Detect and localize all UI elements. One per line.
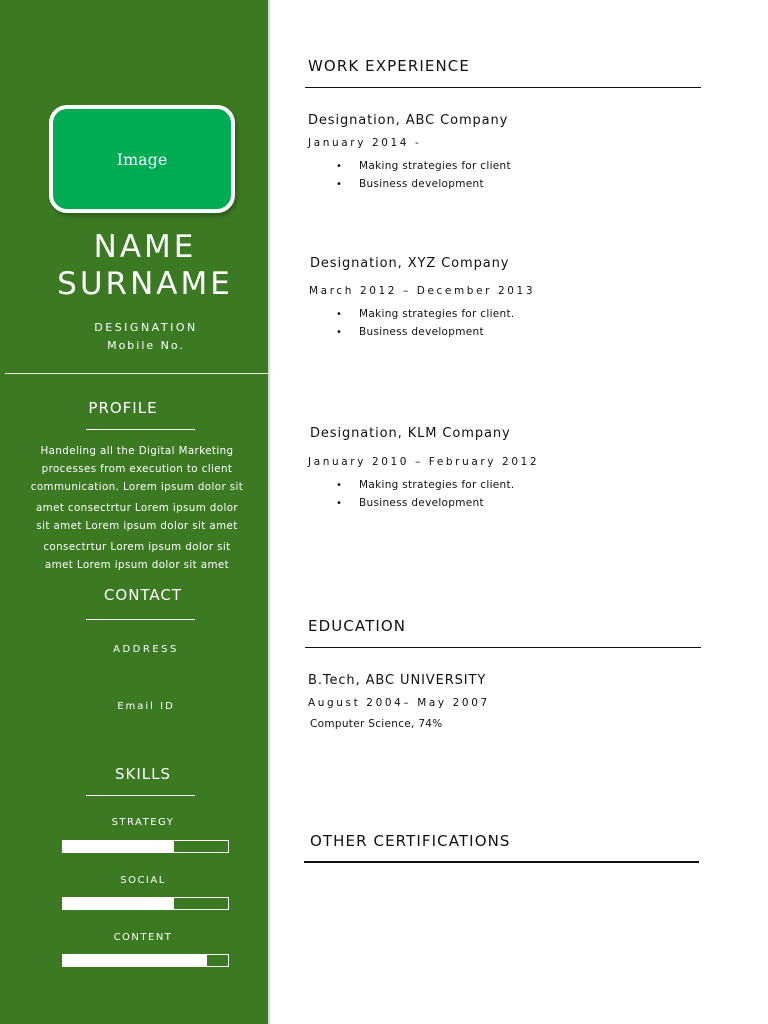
job-dates: March 2012 – December 2013 <box>309 285 536 297</box>
contact-email: Email ID <box>117 701 175 712</box>
sidebar <box>0 0 270 1024</box>
certifications-rule <box>304 861 699 863</box>
skill-fill-social <box>63 898 174 909</box>
skills-heading: SKILLS <box>114 765 172 783</box>
name-first: NAME <box>93 229 197 265</box>
skills-rule <box>86 795 195 796</box>
skill-fill-content <box>63 955 207 966</box>
name-last: SURNAME <box>57 266 233 302</box>
job-title: Designation, KLM Company <box>310 426 511 441</box>
skill-label-strategy: STRATEGY <box>111 817 175 828</box>
list-item: • Making strategies for client. <box>336 477 515 495</box>
profile-heading: PROFILE <box>88 399 158 417</box>
education-detail: Computer Science, 74% <box>310 718 443 730</box>
degree-title: B.Tech, ABC UNIVERSITY <box>308 673 487 688</box>
designation: DESIGNATION <box>94 321 198 334</box>
job-bullets <box>336 306 515 341</box>
certifications-heading: OTHER CERTIFICATIONS <box>310 832 511 850</box>
job-dates: January 2010 – February 2012 <box>308 456 540 468</box>
list-item: • Business development <box>336 495 515 513</box>
job-title: Designation, ABC Company <box>308 113 509 128</box>
list-item: • Business development <box>336 176 511 194</box>
skill-label-content: CONTENT <box>113 932 173 943</box>
work-experience-heading: WORK EXPERIENCE <box>308 57 470 75</box>
job-bullets <box>336 477 515 512</box>
profile-line: Handeling all the Digital Marketing <box>40 445 234 457</box>
education-rule <box>305 647 701 648</box>
profile-line: processes from execution to client <box>41 463 233 475</box>
profile-text <box>22 442 252 574</box>
skill-label-social: SOCIAL <box>120 875 166 886</box>
work-experience-rule <box>305 87 701 88</box>
contact-heading: CONTACT <box>103 586 183 604</box>
profile-line: consectrtur Lorem ipsum dolor sit <box>43 541 231 553</box>
profile-rule <box>86 429 195 430</box>
skill-fill-strategy <box>63 841 174 852</box>
skill-bar-content <box>62 954 229 967</box>
profile-line: sit amet Lorem ipsum dolor sit amet <box>36 520 238 532</box>
mobile-number: Mobile No. <box>107 339 185 352</box>
photo-label: Image <box>116 149 168 169</box>
profile-photo-placeholder <box>49 105 235 213</box>
profile-line: communication. Lorem ipsum dolor sit <box>30 481 244 493</box>
list-item: • Business development <box>336 324 515 342</box>
contact-address: ADDRESS <box>113 644 179 655</box>
job-title: Designation, XYZ Company <box>310 256 510 271</box>
job-dates: January 2014 - <box>308 137 422 149</box>
list-item: • Making strategies for client <box>336 158 511 176</box>
list-item: • Making strategies for client. <box>336 306 515 324</box>
contact-rule <box>86 619 195 620</box>
profile-line: amet Lorem ipsum dolor sit amet <box>44 559 230 571</box>
skill-bar-strategy <box>62 840 229 853</box>
profile-line: amet consectrtur Lorem ipsum dolor <box>35 502 239 514</box>
education-heading: EDUCATION <box>308 617 407 635</box>
skill-bar-social <box>62 897 229 910</box>
sidebar-divider <box>5 373 269 374</box>
education-dates: August 2004– May 2007 <box>308 697 490 709</box>
job-bullets <box>336 158 511 193</box>
